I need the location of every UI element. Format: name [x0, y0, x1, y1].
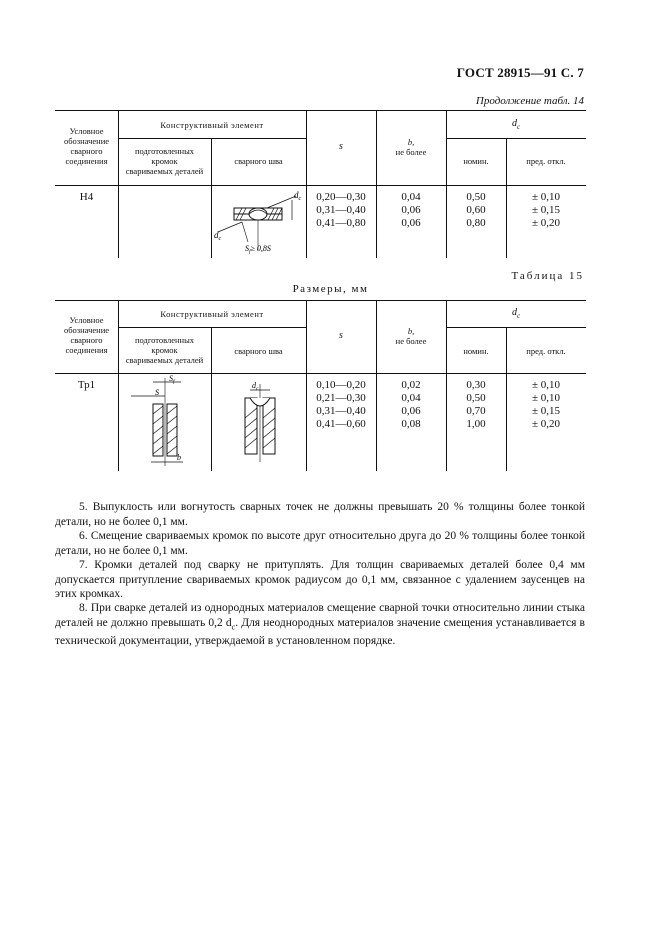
col-header-prepared: подготовленных кромок свариваемых деталей: [125, 146, 204, 176]
t15-row-tol-values: ± 0,10 ± 0,10 ± 0,15 ± 0,20: [531, 379, 561, 430]
t15-row-nom-values: 0,30 0,50 0,70 1,00: [466, 379, 486, 430]
paragraph-8: 8. При сварке деталей из однородных материалов смещение сварной точки относительно линии стыка деталей не должно превышать 0,2 $d_c$. Для неоднородных материалов значение смещения устанавливается в технической документации, утверждаемой в установленном порядке.: [55, 602, 585, 648]
t15-col-header-nom: номин.: [463, 346, 489, 356]
paragraph-5: 5. Выпуклость или вогнутость сварных точек не должны превышать 20 % толщины более тонкой детали, но не более 0,1 мм.: [55, 501, 585, 528]
page-header: ГОСТ 28915—91 С. 7: [456, 65, 584, 80]
col-header-tol: пред. откл.: [526, 156, 566, 166]
t15-row-designation: Тр1: [77, 379, 96, 391]
weld-drawing-h4: [212, 186, 306, 258]
paragraph-6: 6. Смещение свариваемых кромок по высоте друг относительно друга до 20 % толщины более тонкой детали, но не более 0,1 мм.: [55, 530, 585, 557]
t15-col-header-weld: сварного шва: [234, 346, 283, 356]
weld-drawing-tr1: [212, 374, 306, 471]
t15-col-header-prepared: подготовленных кромок свариваемых деталей: [125, 335, 204, 365]
row-nom-values: 0,50 0,60 0,80: [466, 191, 486, 229]
t15-col-header-s: s: [339, 330, 343, 341]
col-header-designation: Условное обозначение сварного соединения: [63, 126, 110, 166]
table-continuation-label: Продолжение табл. 14: [475, 95, 584, 107]
label-sf: $S_f$: [169, 374, 175, 385]
col-header-nom: номин.: [463, 156, 489, 166]
edges-drawing-tr1: [119, 374, 211, 471]
col-header-element: Конструктивный элемент: [160, 120, 264, 130]
t15-col-header-tol: пред. откл.: [526, 346, 566, 356]
table-15-dimensions: Размеры, мм: [292, 283, 369, 295]
label-dc-top: $d_c$: [294, 190, 302, 202]
t15-row-s-values: 0,10—0,20 0,21—0,30 0,31—0,40 0,41—0,60: [316, 379, 366, 430]
col-header-dc: $d_c$: [511, 118, 521, 131]
table-15-label: Таблица 15: [511, 270, 584, 282]
col-header-s: s: [339, 141, 343, 152]
t15-col-header-designation: Условное обозначение сварного соединения: [63, 315, 110, 355]
row-b-values: 0,04 0,06 0,06: [401, 191, 421, 229]
label-s: S: [155, 388, 159, 397]
label-sf-rule: $S_f\ge 0,8S$: [245, 244, 271, 255]
t15-row-b-values: 0,02 0,04 0,06 0,08: [401, 379, 421, 430]
t15-col-header-dc: $d_c$: [511, 307, 521, 320]
row-tol-values: ± 0,10 ± 0,15 ± 0,20: [531, 191, 561, 229]
row-designation: Н4: [79, 191, 94, 203]
paragraph-7: 7. Кромки деталей под сварку не притуплять. Для толщин свариваемых деталей более 0,4 мм допускается притупление свариваемых кромок радиусом до 0,1 мм, связанное с удалением заусенцев на этих кромках.: [55, 559, 585, 600]
label-dc-bottom: $d_c$: [214, 230, 222, 242]
col-header-b: b, не более: [395, 137, 427, 157]
row-s-values: 0,20—0,30 0,31—0,40 0,41—0,80: [316, 191, 366, 229]
col-header-weld: сварного шва: [234, 156, 283, 166]
label-dc-weld: $d_c$: [252, 381, 259, 392]
label-b: b: [177, 453, 181, 462]
t15-col-header-b: b, не более: [395, 326, 427, 346]
t15-col-header-element: Конструктивный элемент: [160, 309, 264, 319]
